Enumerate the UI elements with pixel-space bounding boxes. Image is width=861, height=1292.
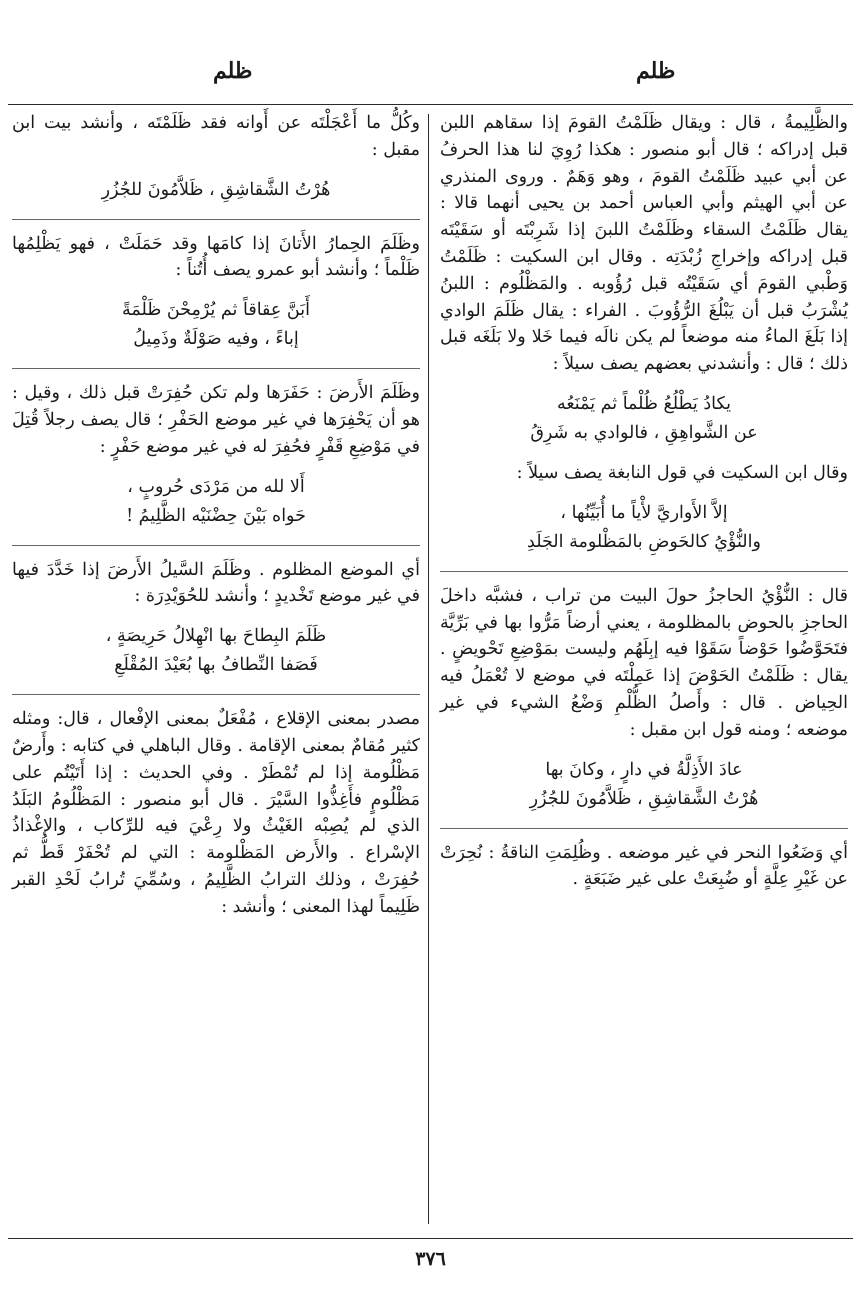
column-divider (428, 114, 429, 1224)
verse (12, 176, 420, 205)
verse-line: يكادُ يَطْلُعُ ظُلْماً ثم يَمْنَعُه (556, 393, 732, 414)
page-number: ٣٧٦ (415, 1248, 446, 1270)
verse-line: أَبَنَّ عِقاقاً ثم يُرْمِحْنَ ظَلْمَةً (122, 300, 310, 321)
verse-line: هُرْتُ الشَّقاشِقِ ، ظَلاَّمُونَ للجُزُرِ (529, 788, 759, 809)
verse-line: إباءً ، وفيه صَوْلَةٌ وذَمِيلُ (133, 329, 299, 350)
separator-rule (440, 828, 848, 830)
verse-line: ظَلَمَ البِطاحَ بها انْهِلالُ حَرِيصَةٍ ، (105, 626, 327, 647)
running-header-left: ظلم (213, 58, 253, 84)
paragraph: مصدر بمعنى الإقلاع ، مُفْعَلٌ بمعنى الإفْعال ، قال: ومثله كثير مُقامٌ بمعنى الإقامة . وقال الباهلي في كتابه : وأَرضٌ مَظْلُومة إذا لم تُمْطَرْ . وفي الحديث : إذا أَتَيْتُم على مَظْلُومٍ فأَغِذُّوا السَّيْرَ . قال أبو منصور : المَظْلُومُ البَلَدُ الذي لم يُصِبْه الغَيْثُ ولا رِعْيَ فيه للرِّكاب ، والإغْذاذُ الإسْراع . والأَرض المَظْلومة : التي لم تُحْفَرْ قَطُّ ثم حُفِرَتْ ، وذلك الترابُ الظَّلِيمُ ، وسُمِّيَ تُرابُ لَحْدِ القبر ظَلِيماً لهذا المعنى ؛ وأنشد : (12, 709, 420, 917)
verse-line: فَصَفا النِّطافُ بها بُعَيْدَ المُقْلَعِ (114, 655, 318, 676)
verse-line: عن الشَّواهِقِ ، فالوادي به شَرِقُ (530, 422, 758, 443)
paragraph: وظَلَمَ الأَرضَ : حَفَرَها ولم تكن حُفِرَتْ قبل ذلك ، وقيل : هو أن يَحْفِرَها في غير موضع الحَفْرِ ؛ قال يصف رجلاً قُتِلَ في مَوْضِعِ قَفْرٍ فحُفِرَ له في غير موضع حَفْرٍ : (12, 383, 420, 457)
separator-rule (12, 694, 420, 696)
verse (12, 622, 420, 680)
paragraph: وقال ابن السكيت في قول النابغة يصف سيلاً : (516, 462, 848, 483)
separator-rule (12, 368, 420, 370)
verse (440, 499, 848, 557)
verse-line: والنُّؤْيُ كالحَوضِ بالمَظْلومة الجَلَدِ (527, 531, 761, 552)
verse-line: إلاَّ الأَواريَّ لأْياً ما أُبَيِّنُها ، (560, 502, 728, 523)
paragraph: أي الموضع المظلوم . وظَلَمَ السَّيلُ الأَرضَ إذا خَدَّدَ فيها في غير موضع تَخْديدٍ ؛ وأنشد للحُوَيْدِرَة : (12, 559, 420, 607)
running-header-right: ظلم (636, 58, 676, 84)
left-column (12, 110, 420, 921)
paragraph: وكُلُّ ما أَعْجَلْتَه عن أَوانه فقد ظَلَمْتَه ، وأنشد بيت ابن مقبل : (12, 113, 420, 160)
verse-line: عادَ الأَذِلَّةُ في دارٍ ، وكانَ بها (545, 759, 743, 780)
separator-rule (12, 545, 420, 547)
verse-line: حَواه بَيْنَ حِضْنَيْه الظَّلِيمُ ! (126, 505, 306, 526)
verse-line: أَلا لله من مَرْدَى حُروبٍ ، (127, 476, 305, 497)
separator-rule (12, 219, 420, 221)
verse-line: هُرْتُ الشَّقاشِقِ ، ظَلاَّمُونَ للجُزُرِ (101, 179, 331, 200)
verse (12, 473, 420, 531)
verse (440, 756, 848, 814)
header-rule (8, 104, 853, 105)
verse (440, 390, 848, 448)
paragraph: أي وَضَعُوا النحر في غير موضعه . وظُلِمَتِ الناقةُ : نُحِرَتْ عن غَيْرِ عِلَّةٍ أو ضُبِعَتْ على غير ضَبَعَةٍ . (440, 842, 848, 890)
paragraph: والظَّلِيمةُ ، قال : ويقال ظَلَمْتُ القومَ إذا سقاهم اللبن قبل إدراكه ؛ قال أبو منصور : هكذا رُوِيَ لنا هذا الحرفُ عن أبي عبيد ظَلَمْتُ القومَ ، وهو وَهَمٌ . وروى المنذري عن أبي الهيثم وأبي العباس أحمد بن يحيى أنهما قالا : يقال ظَلَمْتُ السقاء وظَلَمْتُ اللبنَ إذا شَرِبْتَه أو سَقَيْتَه قبل إدراكه وإخراجِ زُبْدَتِه . وقال ابن السكيت : ظَلَمْتُ وَطْبي القومَ أي سَقَيْتُه قبل رُؤُوبه . والمَظْلُوم : اللبنُ يُشْرَبُ قبل أن يَبْلُغَ الرُّؤُوبَ . الفراء : يقال ظَلَمَ الوادي إذا بَلَغَ الماءُ منه موضعاً لم يكن نالَه فيما خَلا ولا بَلَغَه قبل ذلك ؛ قال : وأنشدني بعضهم يصف سيلاً : (440, 113, 848, 375)
verse (12, 296, 420, 354)
paragraph: وظَلَمَ الحِمارُ الأَتانَ إذا كامَها وقد حَمَلَتْ ، فهو يَظْلِمُها ظَلْماً ؛ وأنشد أبو عمرو يصف أُتُناً : (12, 233, 420, 281)
paragraph: قال : النُّؤْيُ الحاجزُ حولَ البيت من تراب ، فشبَّه داخلَ الحاجزِ بالحوض بالمظلومة ، يعني أرضاً مَرُّوا بها في بَرِّيَّة فتَحَوَّضُوا حَوْضاً سَقَوْا فيه إبِلَهُم وليست بمَوْضِعِ تَحْويضٍ . يقال : ظَلَمْتُ الحَوْضَ إذا عَمِلْتَه في موضع لا تُعْمَلُ فيه الحِياض . قال : وأَصلُ الظُّلْمِ وَضْعُ الشيء في غير موضعه ؛ ومنه قول ابن مقبل : (440, 585, 848, 740)
right-column (440, 110, 848, 893)
separator-rule (440, 571, 848, 573)
footer-rule (8, 1238, 853, 1239)
